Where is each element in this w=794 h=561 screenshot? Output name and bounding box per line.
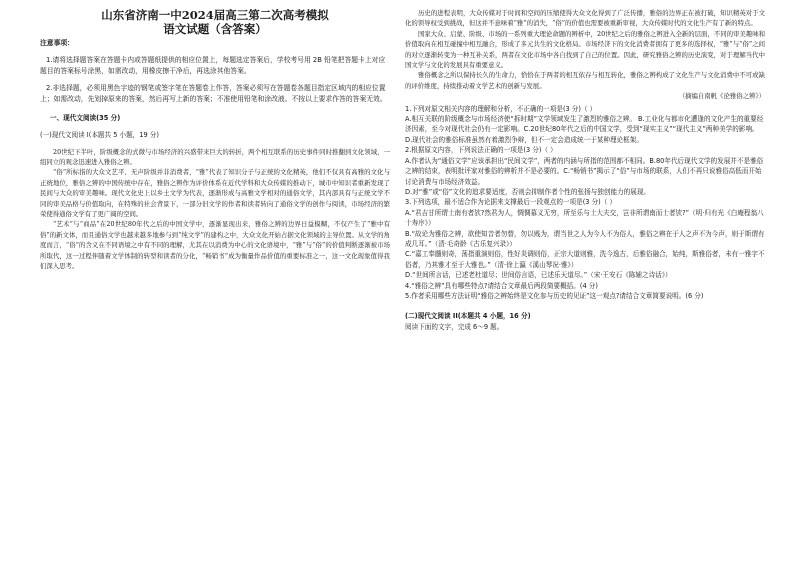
question-stem: 3.下列选项，最不适合作为论据来支撑最后一段观点的一项是(3 分)（ ）	[405, 198, 617, 207]
question-option: D.对“雅”或“俗”文化的追求要适度，否则会抑制作者个性的张扬与独创能力的展现。	[405, 187, 651, 196]
subsection-heading: (一)现代文阅读 I(本题共 5 小题，19 分)	[40, 130, 159, 139]
question-stem: 4.“雅俗之辨”具有哪些特点?请结合文章最后两段简要概括。(4 分)	[405, 281, 598, 290]
section-heading: (二)现代文阅读 II(本题共 4 小题，16 分)	[405, 312, 531, 321]
left-column	[40, 8, 390, 271]
exam-subtitle: 语文试题（含答案）	[163, 22, 267, 36]
question-option: A.相互关联的阶级概念与市场经济使“拆时期”文学领域发生了激烈的雅俗之辨。 B.工业化与都市化遭逢的文化产生的重要经济因素，至今对现代社会仍有一定影响。C.20世纪80年代之后的中国文学，受到“现实主义”“现代主义”两种美学的影响。D.现代社会的雅俗标准虽然有着激烈争辩，但不一定会造成统一于某种理论框架。	[405, 115, 764, 144]
question-stem: 5.作者采用哪些方法证明“雅俗之辨始终是文化参与历史的见证”这一观点?请结合文章简要说明。(6 分)	[405, 291, 704, 300]
passage-paragraph: 历史的进程表明，大众传媒对于时间和空间的压缩使得大众文化得到了广泛传播，雅俗的边界正在被打破，知识精英对于文化的领导权受到挑战，但这并不意味着“雅”的消失，“俗”的价值也需要被重新审视，大众传媒时代的文化生产有了新的特点。	[405, 9, 765, 28]
passage-paragraph: “艺术”与“商品”在20世纪80年代之后的中国文学中，逐渐显现出来，雅俗之辨的边界日益模糊，不仅产生了“雅中有俗”的新文体，而且通俗文学也越来越多地参与到“纯文学”的建构之中，大众文化开始占据文化领域的主导位置。从文学的角度而言，“俗”的含义在不同语境之中有不同的理解，尤其在以消费为中心的文化语境中，“雅”与“俗”的价值判断逐渐被市场所取代，这一过程伴随着文学体制的转型和读者的分化，“畅销书”成为衡量作品价值的重要标准之一，这一文化现象值得我们深入思考。	[40, 220, 390, 271]
section-intro: 阅读下面的文字，完成 6～9 题。	[405, 322, 504, 331]
section-heading: 一、现代文阅读(35 分)	[50, 113, 121, 122]
passage-paragraph: 20世纪下半叶，阶级概念的式微与市场经济的兴盛带来巨大的转折，两个相互联系的历史事件同时推翻到文化领域，一组同立的观念迅速进入雅俗之辨。	[40, 147, 390, 166]
passage-paragraph: 雅俗概念之所以保持长久的生命力，恰恰在于两者的相互依存与相互转化，雅俗之辨构成了文化生产与文化消费中不可或缺的评价维度，持续推动着文学艺术的创新与发展。	[405, 71, 765, 90]
question-option: A.作者认为“通俗文学”应该承担出“民间文学”，两者的内涵与所指的范围都不相同。B.80年代后现代文学的发展并不是雅俗之辨的结束，表明批评家对雅俗的辨析并不是必要的。C.“畅销书”揭示了“俗”与市场的联系，人们不再只说雅俗高低而开始讨论消费与市场经济效益。	[405, 156, 764, 186]
note-item: 2.非选择题，必须用黑色字迹的钢笔或签字笔在答题卷上作答，答案必须写在答题卷各题目指定区域内的相应位置上；如需改动，先划掉原来的答案，然后再写上新的答案；不准使用铅笔和涂改液。不按以上要求作答的答案无效。	[40, 84, 387, 103]
passage-paragraph: 国家大众、启蒙、阶级、市场的一系列重大理论命题的辨析中，20世纪之后的雅俗之辨进入全新的层面，不同的审美趣味和价值取向在相互碰撞中相互融合，形成了多元共生的文化格局。市场经济下的文化消费者拥有了更多的选择权，“雅”与“俗”之间的对立逐渐转变为一种互补关系，两者在文化市场中各自找到了自己的位置。因此，研究雅俗之辨的历史演变，对于理解当代中国文学与文化的发展具有重要意义。	[405, 29, 765, 70]
right-column	[405, 8, 765, 332]
question-option: A.“君吉甘所谓士南有者欤?然君为人，惆惆慕义无穷，所至乐与士大夫交，岂非所谓南而士者欤?”（明·归有光《白庵程翁八十寿序》）	[405, 208, 764, 228]
question-option: D.“世间所言话，已述老杜道尽；世间俗言语，已述乐天道尽。”（宋·王安石《陈辅之诗话》）	[405, 271, 672, 280]
exam-title: 山东省济南一中2024届高三第二次高考模拟	[101, 8, 329, 22]
question-option: B.“故论为雅俗之辨，欲使知音者勿替，勿以贱为，谓当世之人为今人不为俗人，雅俗之辨在于人之声不为今声，则于斯谓有成几耳。”（清·毛奇龄《古乐复兴录》）	[405, 229, 765, 248]
source-citation: （摘编自南帆《论雅俗之辨》）	[678, 92, 765, 101]
question-stem: 2.根据原文内容，下列说法正确的一项是(3 分)（ ）	[405, 146, 557, 155]
question-stem: 1.下列对原文相关内容的理解和分析，不正确的一项是(3 分)（ ）	[405, 104, 597, 113]
passage-paragraph: “俗”所标指的大众文艺平、无声阶级并非消费者，“雅”代表了知识分子与正统的文化精英，他们不仅具有高雅的文化与正统地位，雅俗之辨的中国传统中存在，雅俗之辨作为评价体系在近代学科和大众传媒的推动下，城市中知识者重新发现了民间与大众的审美趣味。现代文化史上以乡土文学为代表，逐渐形成与高雅文学相对的通俗文学，其内部具有与正统文学不同的审美品格与价值取向，在特殊的社会背景下，一部分旧文学的作者和读者转向了通俗文学的创作与阅读，市场经济的繁荣使得通俗文学有了更广阔的空间。	[40, 168, 390, 218]
question-option: C.“嘉工奉髓则奇，荡指重演则俗，性好炎调则俗，正宗大道则雅，洗今逸古，后雅俗融合，始纯，斯雅俗者，未有一雅字不俗者，乃其雅才至于大雅也。”（清·徐上瀛《溪山琴况·雅》）	[405, 250, 765, 269]
notes-label: 注意事项：	[40, 39, 74, 47]
note-item: 1.请将选择题答案在答题卡内或答题纸提供的相应位置上，每题选定答案后，学校考号用 2B 铅笔把答题卡上对应题目的答案标号涂黑，如需改动，用橡皮擦干净后，再选涂其他答案。	[40, 56, 386, 75]
